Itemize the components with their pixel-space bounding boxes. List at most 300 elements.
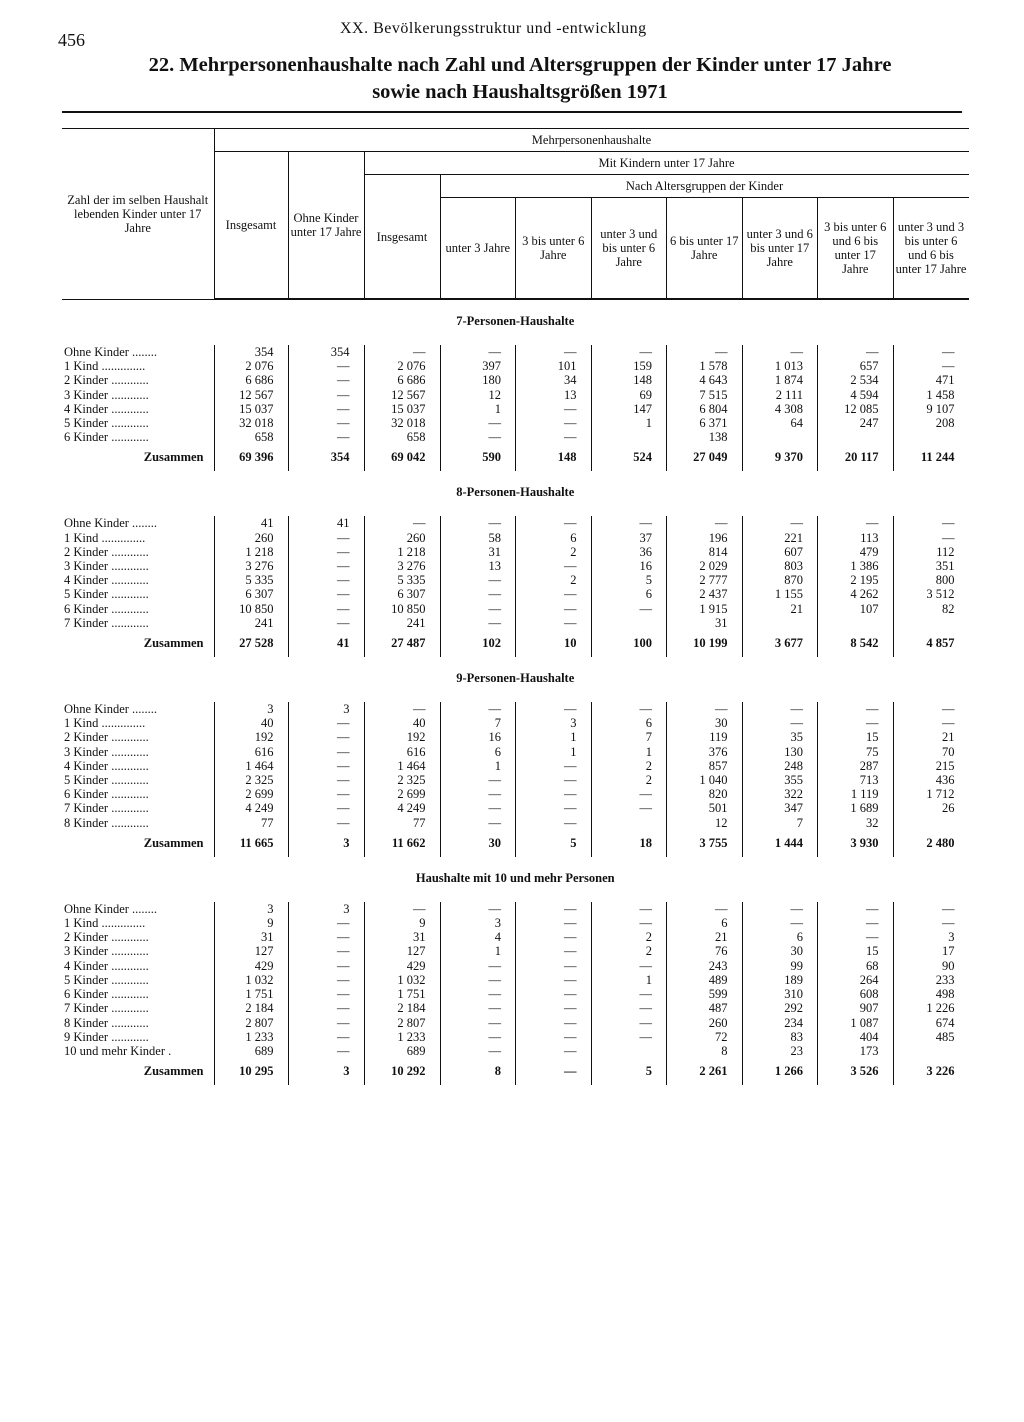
table-cell: 800: [935, 573, 955, 588]
table-cell: —: [413, 901, 426, 916]
table-cell: 2 195: [850, 573, 879, 588]
table-cell: 107: [859, 601, 879, 616]
total-cell: 11 662: [364, 830, 440, 857]
table-cell: —: [564, 773, 577, 788]
row-label: 4 Kinder ............: [64, 958, 149, 973]
table-cell: —: [564, 901, 577, 916]
table-cell: —: [866, 716, 879, 731]
table-cell: 429: [406, 958, 426, 973]
table-cell: —: [488, 1043, 501, 1058]
value-column: [818, 345, 894, 444]
table-cell: —: [866, 702, 879, 717]
total-cell: 1 444: [742, 830, 818, 857]
table-cell: [743, 430, 818, 444]
row-label: Ohne Kinder ........: [64, 345, 158, 359]
header-ag-3: unter 3 und bis unter 6 Jahre: [591, 198, 667, 300]
total-cell: 8: [440, 1058, 516, 1085]
table-cell: 397: [482, 359, 501, 374]
header-mehrpersonenhaushalte: Mehrpersonenhaushalte: [214, 129, 969, 152]
table-cell: —: [337, 758, 350, 773]
table-cell: 13: [488, 559, 501, 574]
row-labels: [62, 902, 214, 1058]
table-cell: 4 249: [245, 801, 274, 816]
value-column: [288, 516, 364, 630]
table-cell: 2: [570, 573, 577, 588]
table-cell: —: [413, 516, 426, 531]
table-cell: 1: [494, 944, 501, 959]
table-cell: 1 751: [245, 987, 274, 1002]
table-cell: 7: [796, 815, 803, 830]
table-cell: —: [564, 1029, 577, 1044]
header-mit-kindern: Mit Kindern unter 17 Jahre: [364, 152, 969, 175]
table-cell: —: [639, 1001, 652, 1016]
table-cell: 2: [570, 544, 577, 559]
table-cell: 9: [419, 916, 426, 931]
table-cell: 159: [633, 359, 652, 374]
table-cell: 713: [859, 773, 879, 788]
table-cell: 35: [790, 730, 803, 745]
table-cell: 4 262: [850, 587, 879, 602]
table-cell: 487: [708, 1001, 728, 1016]
table-cell: 6 371: [699, 416, 728, 431]
row-labels: [62, 516, 214, 630]
total-cell: 524: [591, 444, 667, 471]
statistics-table: [62, 128, 969, 1085]
row-label: 4 Kinder ............: [64, 401, 149, 416]
table-cell: —: [564, 702, 577, 717]
value-column: [667, 345, 743, 444]
table-cell: 64: [790, 416, 803, 431]
table-cell: 287: [859, 758, 879, 773]
value-column: [893, 902, 969, 1058]
table-cell: 10 850: [239, 601, 274, 616]
row-label: 6 Kinder ............: [64, 601, 149, 616]
table-cell: 15 037: [391, 401, 426, 416]
row-label: 6 Kinder ............: [64, 987, 149, 1002]
table-cell: 376: [708, 744, 728, 759]
table-cell: —: [639, 601, 652, 616]
table-cell: 3 512: [926, 587, 955, 602]
table-cell: 498: [935, 987, 955, 1002]
table-cell: 689: [254, 1043, 274, 1058]
table-cell: —: [337, 1015, 350, 1030]
table-header: [62, 129, 969, 300]
table-cell: —: [866, 916, 879, 931]
table-cell: —: [564, 787, 577, 802]
table-cell: 82: [942, 601, 955, 616]
table-cell: 4 594: [850, 387, 879, 402]
value-column: [214, 516, 288, 630]
table-cell: 1 915: [699, 601, 728, 616]
value-column: [818, 902, 894, 1058]
table-cell: —: [488, 1029, 501, 1044]
table-cell: 1: [494, 758, 501, 773]
table-cell: 127: [406, 944, 426, 959]
total-cell: —: [516, 1058, 592, 1085]
table-cell: —: [488, 430, 501, 445]
table-cell: 354: [254, 345, 274, 359]
table-cell: 70: [942, 744, 955, 759]
table-cell: 76: [715, 944, 728, 959]
table-cell: —: [866, 345, 879, 359]
table-cell: —: [337, 430, 350, 445]
table-cell: —: [337, 544, 350, 559]
table-cell: 657: [859, 359, 879, 374]
table-cell: 2 184: [245, 1001, 274, 1016]
total-cell: 41: [288, 630, 364, 657]
table-cell: 292: [784, 1001, 803, 1016]
table-cell: —: [337, 1001, 350, 1016]
table-cell: —: [337, 1029, 350, 1044]
table-cell: 260: [708, 1015, 728, 1030]
table-cell: —: [639, 516, 652, 531]
table-cell: 247: [859, 416, 879, 431]
row-label: 5 Kinder ............: [64, 416, 149, 431]
table-cell: 5 335: [397, 573, 426, 588]
table-cell: —: [337, 787, 350, 802]
table-cell: 83: [790, 1029, 803, 1044]
table-cell: 658: [406, 430, 426, 445]
total-cell: 2 480: [893, 830, 969, 857]
table-cell: 221: [784, 530, 803, 545]
table-cell: 1 689: [850, 801, 879, 816]
table-cell: —: [564, 601, 577, 616]
row-label: 1 Kind ..............: [64, 716, 146, 731]
table-cell: 6: [570, 530, 577, 545]
table-cell: 4 643: [699, 373, 728, 388]
section-data-row: [62, 702, 969, 830]
table-cell: —: [790, 716, 803, 731]
value-column: [818, 702, 894, 830]
row-label: Ohne Kinder ........: [64, 516, 158, 531]
row-label: Ohne Kinder ........: [64, 901, 158, 916]
table-cell: 3 276: [397, 559, 426, 574]
section-title: 7-Personen-Haushalte: [456, 314, 575, 328]
total-cell: 3 755: [667, 830, 743, 857]
table-body: [62, 299, 969, 1085]
table-cell: 234: [784, 1015, 803, 1030]
table-cell: 6 686: [245, 373, 274, 388]
table-cell: —: [413, 702, 426, 717]
table-cell: —: [564, 1001, 577, 1016]
total-cell: 5: [516, 830, 592, 857]
table-cell: 1 013: [774, 359, 803, 374]
table-cell: —: [942, 345, 955, 359]
table-cell: 260: [254, 530, 274, 545]
row-label: 4 Kinder ............: [64, 573, 149, 588]
value-column: [893, 702, 969, 830]
table-cell: 113: [860, 530, 879, 545]
table-cell: 351: [935, 559, 955, 574]
table-cell: 322: [784, 787, 803, 802]
table-cell: —: [337, 815, 350, 830]
top-rule: [62, 111, 962, 113]
table-cell: —: [488, 1015, 501, 1030]
row-label: 5 Kinder ............: [64, 773, 149, 788]
table-cell: 2 184: [397, 1001, 426, 1016]
row-label: 2 Kinder ............: [64, 930, 149, 945]
table-cell: 1 578: [699, 359, 728, 374]
table-cell: 6 686: [397, 373, 426, 388]
header-ag-7: unter 3 und 3 bis unter 6 und 6 bis unter 17 Jahre: [893, 198, 969, 300]
running-title: XX. Bevölkerungsstruktur und -entwicklung: [340, 20, 647, 37]
total-cell: 4 857: [893, 630, 969, 657]
table-cell: —: [564, 916, 577, 931]
table-cell: 2 076: [245, 359, 274, 374]
table-cell: 857: [708, 758, 728, 773]
table-cell: 208: [935, 416, 955, 431]
table-cell: —: [488, 773, 501, 788]
table-cell: 5 335: [245, 573, 274, 588]
table-cell: 37: [639, 530, 652, 545]
row-label: 8 Kinder ............: [64, 815, 149, 830]
value-column: [516, 345, 592, 444]
value-column: [214, 702, 288, 830]
table-cell: 485: [935, 1029, 955, 1044]
value-column: [288, 702, 364, 830]
row-label: 8 Kinder ............: [64, 1015, 149, 1030]
row-label: 10 und mehr Kinder .: [64, 1043, 172, 1058]
table-cell: —: [564, 430, 577, 445]
table-cell: 32: [866, 815, 879, 830]
table-cell: 77: [413, 815, 426, 830]
total-cell: 30: [440, 830, 516, 857]
table-cell: —: [639, 801, 652, 816]
table-cell: 12: [715, 815, 728, 830]
table-cell: 15 037: [239, 401, 274, 416]
section-title-row: [62, 657, 969, 702]
table-cell: —: [488, 573, 501, 588]
header-nach-altersgruppen: Nach Altersgruppen der Kinder: [440, 175, 969, 198]
section-title-row: [62, 299, 969, 345]
table-cell: —: [488, 601, 501, 616]
table-cell: —: [866, 930, 879, 945]
table-cell: 1 233: [397, 1029, 426, 1044]
table-cell: 10 850: [391, 601, 426, 616]
table-cell: —: [337, 944, 350, 959]
table-cell: —: [488, 901, 501, 916]
value-column: [818, 516, 894, 630]
row-labels: [62, 345, 214, 444]
table-cell: 6 307: [245, 587, 274, 602]
table-cell: 6: [721, 916, 728, 931]
table-cell: 31: [715, 615, 728, 630]
header-ag-5: unter 3 und 6 bis unter 17 Jahre: [742, 198, 818, 300]
table-cell: 21: [942, 730, 955, 745]
table-cell: 689: [406, 1043, 426, 1058]
total-cell: 3: [288, 1058, 364, 1085]
table-cell: 15: [866, 730, 879, 745]
table-cell: 2: [645, 773, 652, 788]
table-cell: —: [337, 401, 350, 416]
row-label: 3 Kinder ............: [64, 744, 149, 759]
table-cell: 4 308: [774, 401, 803, 416]
row-label: 3 Kinder ............: [64, 559, 149, 574]
section-title: 9-Personen-Haushalte: [456, 671, 575, 686]
table-cell: 127: [254, 944, 274, 959]
total-cell: 10 295: [214, 1058, 288, 1085]
table-cell: [894, 1044, 969, 1058]
table-cell: 1: [645, 972, 652, 987]
total-cell: 3: [288, 830, 364, 857]
table-cell: 3 276: [245, 559, 274, 574]
table-cell: [818, 616, 893, 630]
table-cell: 40: [261, 716, 274, 731]
table-cell: —: [942, 530, 955, 545]
table-cell: 7: [494, 716, 501, 731]
table-cell: 674: [935, 1015, 955, 1030]
table-cell: 41: [261, 516, 274, 531]
table-cell: 12 085: [844, 401, 879, 416]
table-cell: 264: [859, 972, 879, 987]
table-cell: 2 437: [699, 587, 728, 602]
value-column: [893, 345, 969, 444]
table-cell: 1 386: [850, 559, 879, 574]
table-cell: 112: [936, 544, 955, 559]
table-cell: —: [564, 559, 577, 574]
row-label: 7 Kinder ............: [64, 615, 149, 630]
table-cell: 1 464: [245, 758, 274, 773]
table-cell: —: [790, 901, 803, 916]
table-cell: —: [564, 1015, 577, 1030]
table-cell: 31: [261, 930, 274, 945]
table-cell: —: [337, 559, 350, 574]
row-labels: [62, 702, 214, 830]
section-title: Haushalte mit 10 und mehr Personen: [415, 870, 615, 885]
total-cell: 27 528: [214, 630, 288, 657]
table-cell: —: [337, 359, 350, 374]
table-cell: 1 032: [245, 972, 274, 987]
table-cell: —: [488, 972, 501, 987]
section-title-row: [62, 857, 969, 902]
table-cell: 1 751: [397, 987, 426, 1002]
table-cell: —: [337, 373, 350, 388]
table-cell: —: [488, 587, 501, 602]
table-cell: 2: [645, 758, 652, 773]
total-cell: 10 292: [364, 1058, 440, 1085]
table-cell: 6 804: [699, 401, 728, 416]
total-cell: 100: [591, 630, 667, 657]
table-cell: —: [790, 916, 803, 931]
table-cell: 31: [413, 930, 426, 945]
row-label: 3 Kinder ............: [64, 387, 149, 402]
table-cell: —: [337, 716, 350, 731]
table-cell: 192: [254, 730, 274, 745]
total-label: Zusammen: [143, 636, 204, 651]
table-cell: —: [488, 958, 501, 973]
table-cell: 248: [784, 758, 803, 773]
table-cell: 3: [570, 716, 577, 731]
value-column: [742, 702, 818, 830]
total-cell: 69 396: [214, 444, 288, 471]
table-cell: 347: [784, 801, 803, 816]
table-cell: 72: [715, 1029, 728, 1044]
total-cell: 11 665: [214, 830, 288, 857]
total-cell: 10: [516, 630, 592, 657]
table-cell: 40: [413, 716, 426, 731]
section-title-row: [62, 471, 969, 516]
value-column: [440, 345, 516, 444]
table-cell: —: [564, 587, 577, 602]
table-cell: 13: [564, 387, 577, 402]
table-cell: —: [715, 516, 728, 531]
value-column: [591, 702, 667, 830]
table-cell: 119: [709, 730, 728, 745]
table-cell: 2 699: [397, 787, 426, 802]
value-column: [742, 902, 818, 1058]
table-cell: 6: [645, 716, 652, 731]
value-column: [516, 902, 592, 1058]
table-cell: 616: [254, 744, 274, 759]
table-cell: 233: [935, 972, 955, 987]
value-column: [591, 516, 667, 630]
value-column: [516, 516, 592, 630]
table-cell: 9: [267, 916, 274, 931]
table-cell: —: [564, 958, 577, 973]
table-cell: 30: [790, 944, 803, 959]
table-cell: 3: [494, 916, 501, 931]
table-cell: 1 464: [397, 758, 426, 773]
row-label: Ohne Kinder ........: [64, 702, 158, 717]
table-cell: 607: [784, 544, 803, 559]
table-cell: 138: [708, 430, 728, 445]
table-cell: 148: [633, 373, 652, 388]
table-cell: 1 233: [245, 1029, 274, 1044]
table-cell: [894, 430, 969, 444]
total-cell: 18: [591, 830, 667, 857]
table-cell: 31: [488, 544, 501, 559]
table-cell: 3: [343, 901, 350, 916]
total-label: Zusammen: [143, 450, 204, 465]
table-cell: —: [564, 416, 577, 431]
total-cell: 590: [440, 444, 516, 471]
table-cell: 2 534: [850, 373, 879, 388]
table-cell: 3: [343, 702, 350, 717]
table-cell: 69: [639, 387, 652, 402]
table-cell: 41: [337, 516, 350, 531]
table-cell: —: [942, 702, 955, 717]
table-cell: 2 807: [245, 1015, 274, 1030]
table-cell: —: [564, 972, 577, 987]
table-cell: 77: [261, 815, 274, 830]
table-cell: 75: [866, 744, 879, 759]
table-cell: —: [488, 702, 501, 717]
table-cell: 429: [254, 958, 274, 973]
table-cell: 68: [866, 958, 879, 973]
row-label: 4 Kinder ............: [64, 758, 149, 773]
value-column: [667, 702, 743, 830]
table-cell: —: [488, 615, 501, 630]
table-cell: —: [488, 787, 501, 802]
row-label: 6 Kinder ............: [64, 787, 149, 802]
table-cell: 599: [708, 987, 728, 1002]
table-cell: 355: [784, 773, 803, 788]
section-data-row: [62, 516, 969, 630]
table-cell: —: [337, 587, 350, 602]
row-label: 5 Kinder ............: [64, 972, 149, 987]
table-cell: 2 111: [775, 387, 803, 402]
table-cell: 2: [645, 944, 652, 959]
row-label: 1 Kind ..............: [64, 359, 146, 374]
value-column: [364, 902, 440, 1058]
table-cell: —: [639, 987, 652, 1002]
table-cell: 36: [639, 544, 652, 559]
table-cell: 616: [406, 744, 426, 759]
table-cell: 21: [715, 930, 728, 945]
table-cell: [592, 430, 667, 444]
table-cell: 101: [557, 359, 577, 374]
table-cell: 2 325: [397, 773, 426, 788]
